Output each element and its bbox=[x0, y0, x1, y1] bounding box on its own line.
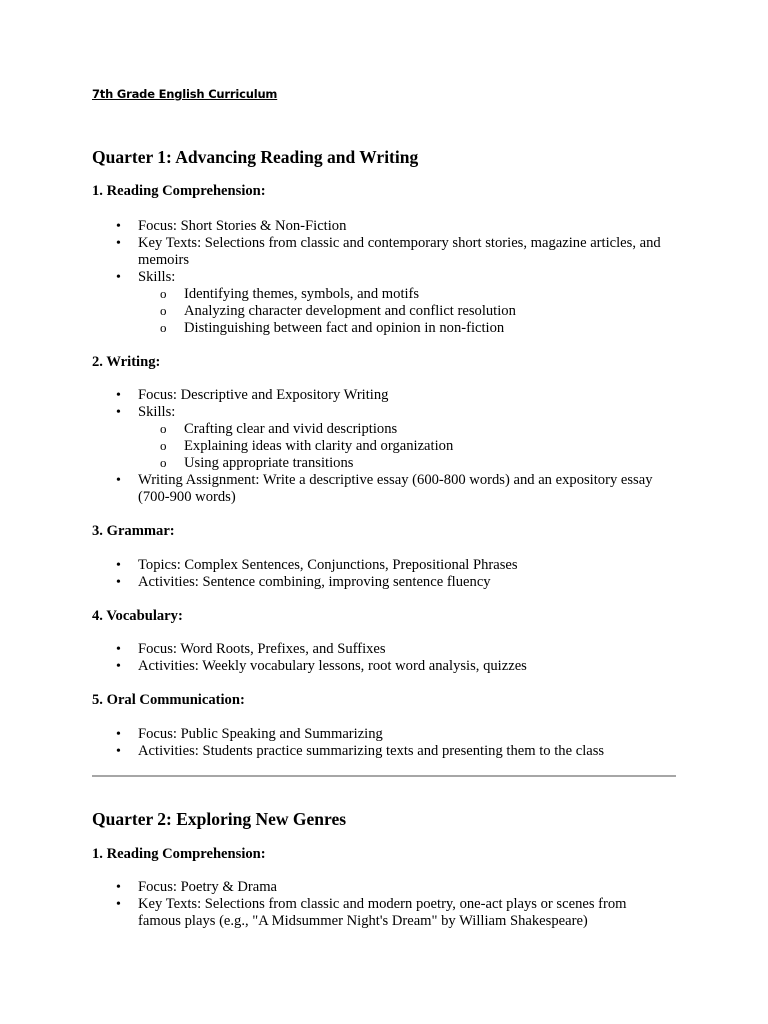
sub-list-item-text: Identifying themes, symbols, and motifs bbox=[184, 286, 420, 302]
list-item bbox=[92, 472, 658, 506]
bullet-icon: • bbox=[116, 659, 121, 674]
list-item-text: Key Texts: Selections from classic and contemporary short stories, magazine articles, and memoirs bbox=[138, 235, 661, 268]
bullet-list bbox=[92, 218, 692, 337]
bullet-icon: • bbox=[116, 236, 121, 251]
list-item bbox=[92, 269, 692, 337]
bullet-icon: • bbox=[116, 744, 121, 759]
list-item-text: Topics: Complex Sentences, Conjunctions, Prepositional Phrases bbox=[138, 557, 518, 573]
sub-list-item bbox=[138, 421, 692, 438]
list-item bbox=[92, 641, 692, 658]
sub-bullet-icon: o bbox=[160, 303, 167, 318]
sub-bullet-list bbox=[138, 421, 692, 472]
bullet-icon: • bbox=[116, 388, 121, 403]
sub-bullet-list bbox=[138, 286, 692, 337]
list-item-text: Focus: Word Roots, Prefixes, and Suffixes bbox=[138, 641, 386, 657]
bullet-icon: • bbox=[116, 219, 121, 234]
bullet-icon: • bbox=[116, 405, 121, 420]
list-item bbox=[92, 726, 692, 743]
horizontal-divider bbox=[92, 775, 676, 777]
list-item-text: Focus: Poetry & Drama bbox=[138, 879, 278, 895]
list-item bbox=[92, 235, 674, 269]
section-heading: 4. Vocabulary: bbox=[92, 608, 183, 624]
sub-list-item-text: Distinguishing between fact and opinion in non-fiction bbox=[184, 320, 505, 336]
list-item-text: Skills: bbox=[138, 404, 176, 420]
sub-list-item bbox=[138, 320, 692, 337]
document-title: 7th Grade English Curriculum bbox=[92, 87, 278, 101]
list-item bbox=[92, 557, 692, 574]
list-item bbox=[92, 404, 692, 472]
sub-list-item bbox=[138, 438, 692, 455]
list-item-text: Writing Assignment: Write a descriptive essay (600-800 words) and an expository essay (700-900 words) bbox=[138, 472, 653, 505]
sub-list-item bbox=[138, 286, 692, 303]
section-heading: 1. Reading Comprehension: bbox=[92, 183, 266, 199]
sub-bullet-icon: o bbox=[160, 438, 167, 453]
list-item-text: Activities: Sentence combining, improving sentence fluency bbox=[138, 574, 491, 590]
sub-bullet-icon: o bbox=[160, 320, 167, 335]
quarter-title: Quarter 2: Exploring New Genres bbox=[92, 809, 347, 829]
sub-list-item bbox=[138, 455, 692, 472]
list-item bbox=[92, 896, 668, 930]
list-item-text: Focus: Short Stories & Non-Fiction bbox=[138, 218, 347, 234]
bullet-list bbox=[92, 557, 692, 591]
quarter-title: Quarter 1: Advancing Reading and Writing bbox=[92, 147, 419, 167]
bullet-icon: • bbox=[116, 270, 121, 285]
list-item-text: Focus: Descriptive and Expository Writing bbox=[138, 387, 389, 403]
sub-bullet-icon: o bbox=[160, 421, 167, 436]
section-heading: 3. Grammar: bbox=[92, 523, 175, 539]
section-heading: 2. Writing: bbox=[92, 354, 161, 370]
list-item-text: Focus: Public Speaking and Summarizing bbox=[138, 726, 383, 742]
bullet-icon: • bbox=[116, 897, 121, 912]
list-item bbox=[92, 658, 692, 675]
section-heading: 1. Reading Comprehension: bbox=[92, 846, 266, 862]
list-item-text: Key Texts: Selections from classic and modern poetry, one-act plays or scenes from famous plays (e.g., "A Midsummer Night's Dream" by William Shakespeare) bbox=[138, 896, 627, 929]
bullet-icon: • bbox=[116, 880, 121, 895]
sub-list-item-text: Crafting clear and vivid descriptions bbox=[184, 421, 398, 437]
list-item bbox=[92, 743, 692, 760]
list-item bbox=[92, 218, 692, 235]
bullet-icon: • bbox=[116, 727, 121, 742]
bullet-list bbox=[92, 641, 692, 675]
bullet-icon: • bbox=[116, 558, 121, 573]
list-item bbox=[92, 879, 692, 896]
list-item-text: Activities: Weekly vocabulary lessons, root word analysis, quizzes bbox=[138, 658, 527, 674]
bullet-icon: • bbox=[116, 473, 121, 488]
bullet-list bbox=[92, 387, 692, 506]
list-item-text: Skills: bbox=[138, 269, 176, 285]
sub-bullet-icon: o bbox=[160, 286, 167, 301]
sub-list-item-text: Analyzing character development and conflict resolution bbox=[184, 303, 516, 319]
sub-list-item-text: Explaining ideas with clarity and organization bbox=[184, 438, 454, 454]
bullet-icon: • bbox=[116, 642, 121, 657]
sub-list-item-text: Using appropriate transitions bbox=[184, 455, 354, 471]
list-item bbox=[92, 574, 692, 591]
bullet-icon: • bbox=[116, 575, 121, 590]
section-heading: 5. Oral Communication: bbox=[92, 692, 245, 708]
list-item bbox=[92, 387, 692, 404]
bullet-list bbox=[92, 879, 692, 930]
sub-bullet-icon: o bbox=[160, 455, 167, 470]
bullet-list bbox=[92, 726, 692, 760]
sub-list-item bbox=[138, 303, 692, 320]
list-item-text: Activities: Students practice summarizing texts and presenting them to the class bbox=[138, 743, 605, 759]
